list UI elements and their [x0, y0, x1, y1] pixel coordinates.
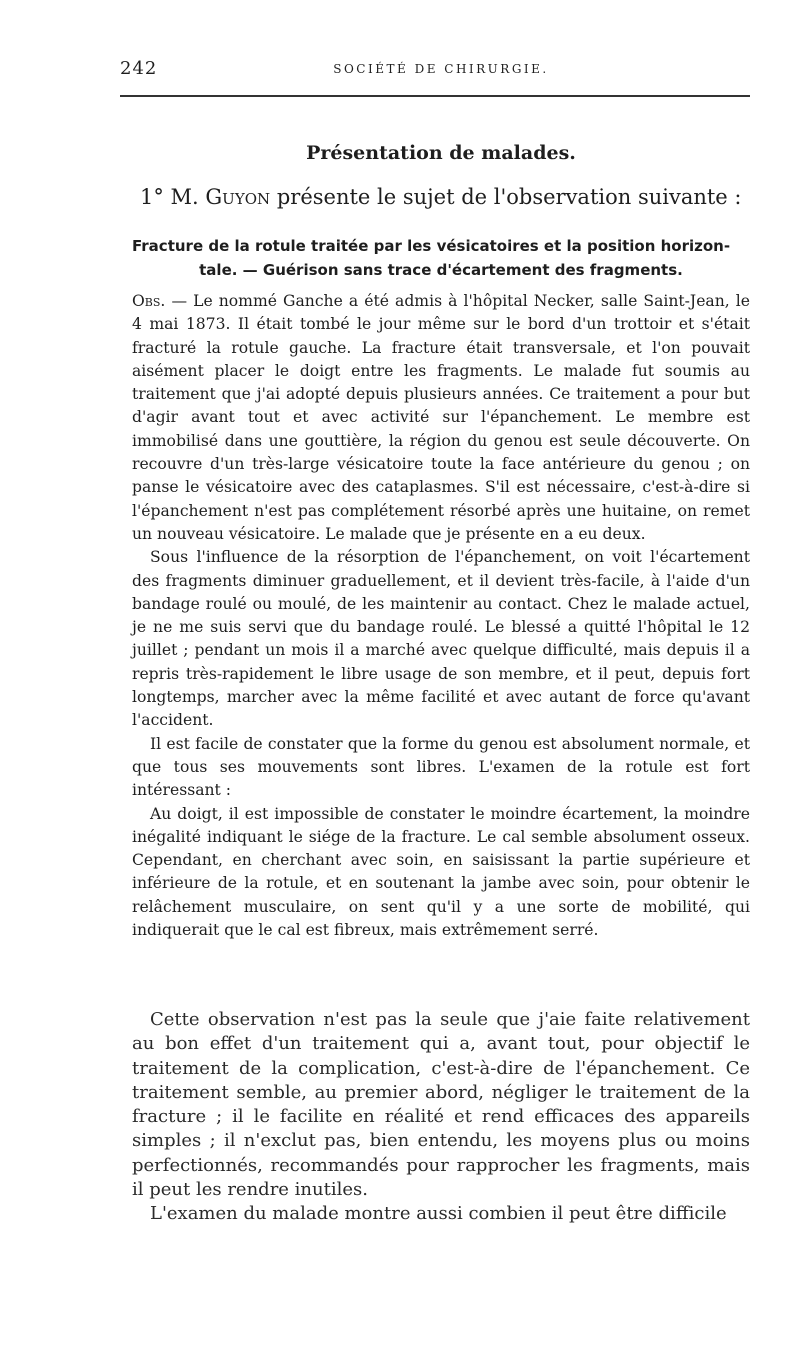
commentary-paragraph: Cette observation n'est pas la seule que j'aie faite relativement au bon effet d'un traitement qui a, avant tout, pour objectif le traitement de la complication, c'est-à-dire de l'épanchement. Ce traitement semble, au premier abord, négliger le traitement de la fracture ; il le facilite en réalité et rend efficaces des appareils simples ; il n'exclut pas, bien entendu, les moyens plus ou moins perfectionnés, recommandés pour rapprocher les fragments, mais il peut les rendre inutiles. [132, 1009, 750, 1201]
case-title-line-2: tale. — Guérison sans trace d'écartement des fragments. [199, 261, 683, 279]
section-title: Présentation de malades. [306, 142, 576, 164]
commentary-body [132, 1008, 750, 1227]
document-page [120, 0, 750, 1359]
observation-label: Obs. [132, 292, 166, 310]
observation-paragraph: Au doigt, il est impossible de constater le moindre écartement, la moindre inégalité indiquant le siége de la fracture. Le cal semble absolument osseux. Cependant, en cherchant avec soin, en saisissant la partie supérieure et inférieure de la rotule, et en soutenant la jambe avec soin, pour obtenir le relâchement musculaire, on sent qu'il y a une sorte de mobilité, qui indiquerait que le cal est fibreux, mais extrêmement serré. [132, 804, 750, 940]
observation-paragraph: Il est facile de constater que la forme du genou est absolument normale, et que tous ses mouvements sont libres. L'examen de la rotule est fort intéressant : [132, 734, 750, 800]
observation-paragraph: Sous l'influence de la résorption de l'épanchement, on voit l'écartement des fragments diminuer graduellement, et il devient très-facile, à l'aide d'un bandage roulé ou moulé, de les maintenir au contact. Chez le malade actuel, je ne me suis servi que du bandage roulé. Le blessé a quitté l'hôpital le 12 juillet ; pendant un mois il a marché avec quelque difficulté, mais depuis il a repris très-rapidement le libre usage de son membre, et il peut, depuis fort longtemps, marcher avec la même facilité et avec autant de force qu'avant l'accident. [132, 548, 750, 730]
header-rule [120, 95, 750, 97]
observation-paragraph: Obs. — Le nommé Ganche a été admis à l'hôpital Necker, salle Saint-Jean, le 4 mai 1873. Il était tombé le jour même sur le bord d'un trottoir et s'était fracturé la rotule gauche. La fracture était transversale, et l'on pouvait aisément placer le doigt entre les fragments. Le malade fut soumis au traitement que j'ai adopté depuis plusieurs années. Ce traitement a pour but d'agir avant tout et avec activité sur l'épanchement. Le membre est immobilisé dans une gouttière, la région du genou est seule découverte. On recouvre d'un très-large vésicatoire toute la face antérieure du genou ; on panse le vésicatoire avec des cataplasmes. S'il est nécessaire, c'est-à-dire si l'épanchement n'est pas complétement résorbé après une huitaine, on remet un nouveau vésicatoire. Le malade que je présente en a eu deux. [132, 292, 750, 543]
running-title: SOCIÉTÉ DE CHIRURGIE. [333, 62, 549, 76]
case-title-line-1: Fracture de la rotule traitée par les vésicatoires et la position horizon- [132, 237, 731, 255]
case-title [132, 234, 750, 282]
observation-body [132, 290, 750, 942]
intro-number: 1° M. [140, 185, 199, 209]
page-number: 242 [120, 58, 158, 79]
intro-text: présente le sujet de l'observation suivante : [276, 185, 742, 209]
surgeon-name: Guyon [205, 185, 271, 209]
intro-line [132, 183, 750, 211]
running-header [120, 58, 750, 80]
commentary-paragraph: L'examen du malade montre aussi combien il peut être difficile [150, 1203, 727, 1225]
